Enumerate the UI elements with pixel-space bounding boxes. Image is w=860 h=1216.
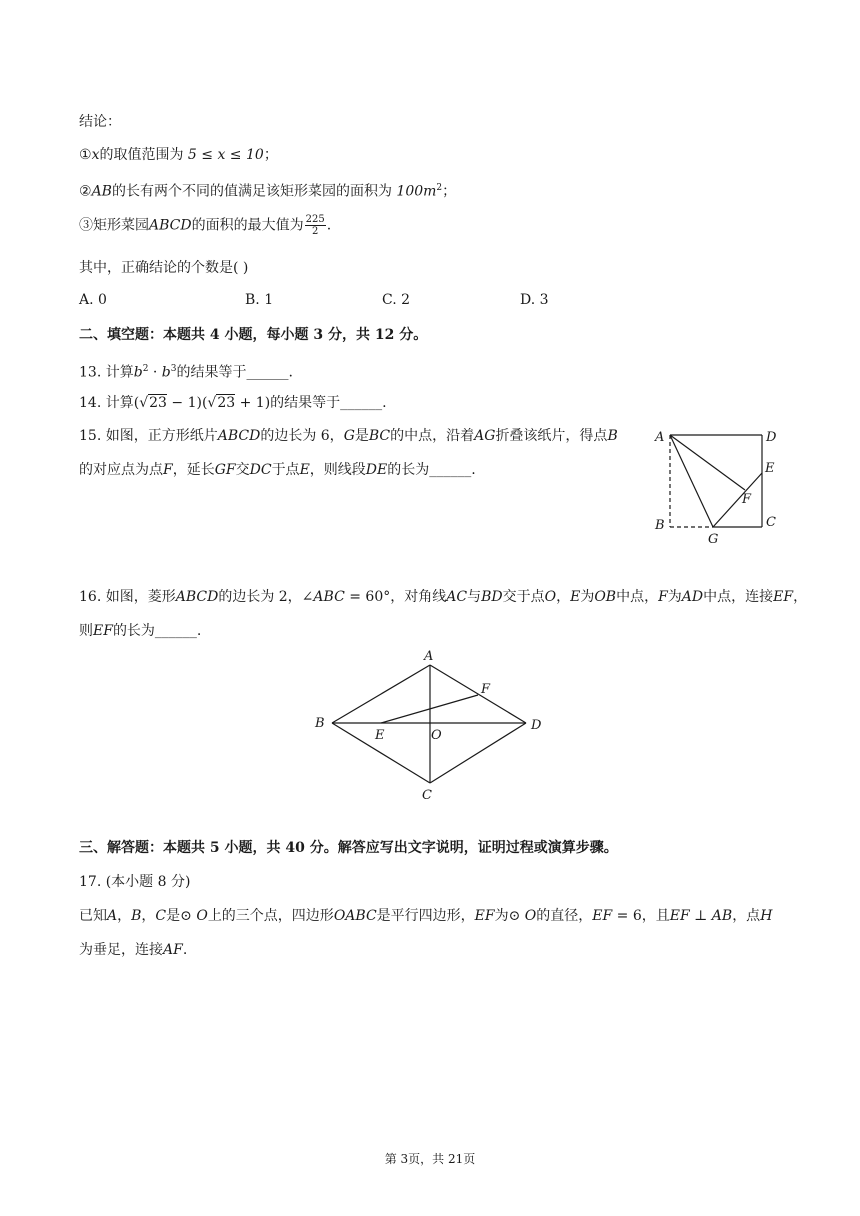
question-17-line-1 bbox=[79, 906, 772, 926]
q16-t: ， bbox=[556, 589, 571, 605]
s2-end: 分。 bbox=[394, 327, 428, 343]
q14-mid2: + 1) bbox=[235, 395, 271, 411]
q13-exp1: 2 bbox=[142, 364, 149, 374]
page-footer: 第 3页，共 21页 bbox=[384, 1152, 476, 1166]
question-17-line-2 bbox=[79, 940, 187, 960]
q17-v: AB bbox=[711, 908, 733, 924]
q16-figure bbox=[310, 646, 550, 806]
conclusion-3 bbox=[79, 214, 331, 237]
q16-t: 的边长为 2，∠ bbox=[218, 589, 314, 605]
q15-label-g: G bbox=[708, 532, 719, 547]
q17-t: . bbox=[182, 942, 188, 958]
q17-v: O bbox=[196, 908, 208, 924]
c3-text1: 矩形菜园 bbox=[93, 217, 149, 234]
q16-t: 的长为______. bbox=[112, 623, 202, 639]
q16-v: EF bbox=[93, 623, 113, 639]
q16-label-d: D bbox=[531, 718, 542, 733]
q16-t: 与 bbox=[467, 589, 482, 605]
q15-t: 的中点，沿着 bbox=[390, 428, 475, 444]
q15-v: BC bbox=[368, 428, 391, 444]
q16-label-c: C bbox=[422, 788, 432, 803]
q13-post: 的结果等于______. bbox=[176, 364, 293, 381]
q17-t: = 6，且 bbox=[612, 908, 670, 924]
q15-segment-ag bbox=[670, 435, 713, 527]
q17-t: 的直径， bbox=[536, 908, 593, 924]
q17-v: H bbox=[760, 908, 773, 924]
q15-v: E bbox=[299, 462, 310, 478]
q15-label-b: B bbox=[655, 518, 665, 533]
q17-t: ，点 bbox=[732, 908, 761, 924]
q17-t: ⊥ bbox=[689, 908, 712, 924]
option-b: B. 1 bbox=[245, 292, 274, 308]
q17-t: ， bbox=[141, 908, 156, 924]
q14-post: 的结果等于______. bbox=[270, 395, 387, 411]
q16-segment-ad bbox=[430, 665, 526, 723]
question-15-line-1 bbox=[79, 426, 618, 446]
c2-end: ； bbox=[442, 183, 457, 200]
q15-label-d: D bbox=[766, 430, 777, 445]
q17-v: EF bbox=[592, 908, 613, 924]
q16-segment-ba bbox=[332, 665, 430, 723]
c3-fraction bbox=[305, 214, 326, 237]
question-13 bbox=[79, 359, 293, 383]
q17-v: AF bbox=[163, 942, 183, 958]
question-16-line-1 bbox=[79, 587, 807, 607]
q17-t: 为垂足，连接 bbox=[79, 942, 163, 958]
q15-label-e: E bbox=[765, 461, 775, 476]
c2-val: 100m bbox=[396, 183, 437, 200]
s3-end: 分。解答应写出文字说明，证明过程或演算步骤。 bbox=[304, 840, 618, 856]
q16-t: 为 bbox=[667, 589, 682, 605]
c3-end: . bbox=[326, 217, 332, 234]
q13-b1: b bbox=[133, 364, 143, 381]
q15-t: ，延长 bbox=[172, 462, 215, 478]
s2-s: 3 bbox=[313, 327, 324, 343]
q15-t: ，则线段 bbox=[309, 462, 366, 478]
c1-end: ； bbox=[263, 147, 278, 163]
q15-v: B bbox=[607, 428, 618, 444]
q15-t: 折叠该纸片，得点 bbox=[495, 428, 608, 444]
q14-mid: − 1)( bbox=[166, 395, 208, 411]
option-d: D. 3 bbox=[520, 292, 549, 308]
c1-var: x bbox=[91, 147, 100, 163]
q17-t: 已知 bbox=[79, 908, 107, 924]
q17-t: 上的三个点，四边形 bbox=[207, 908, 334, 924]
s3-n: 5 bbox=[209, 840, 220, 856]
s2-mid2: 分，共 bbox=[323, 327, 375, 343]
c2-sup: 2 bbox=[436, 183, 443, 193]
option-c: C. 2 bbox=[382, 292, 411, 308]
q15-t: 是 bbox=[354, 428, 369, 444]
question-14: 14. 计算(√23 − 1)(√23 + 1)的结果等于______. bbox=[79, 395, 387, 411]
q17-t: 是平行四边形， bbox=[376, 908, 475, 924]
s3-mid: 小题，共 bbox=[219, 840, 286, 856]
q15-label-c: C bbox=[766, 515, 776, 530]
c3-num: 225 bbox=[305, 214, 325, 225]
q16-v: F bbox=[658, 589, 668, 605]
q16-label-b: B bbox=[315, 716, 325, 731]
q15-label-f: F bbox=[742, 492, 752, 507]
q16-v: ABCD bbox=[175, 589, 219, 605]
q15-label-a: A bbox=[655, 430, 665, 445]
q15-segment-af bbox=[670, 435, 745, 490]
q15-segment-ge bbox=[713, 473, 762, 527]
question-ask: 其中，正确结论的个数是( ) bbox=[79, 260, 249, 276]
q17-v: B bbox=[131, 908, 142, 924]
q13-dot: · bbox=[148, 364, 162, 381]
q16-v: O bbox=[544, 589, 557, 605]
q16-t: = 60°，对角线 bbox=[344, 589, 447, 605]
q17-v: C bbox=[155, 908, 167, 924]
q16-t: 中点， bbox=[616, 589, 659, 605]
q17-v: O bbox=[524, 908, 537, 924]
q16-v: EF bbox=[773, 589, 794, 605]
c1-ineq: 5 ≤ x ≤ 10 bbox=[187, 147, 264, 163]
q15-v: F bbox=[163, 462, 173, 478]
q17-v: OABC bbox=[333, 908, 377, 924]
q14-radicand-2: 23 bbox=[217, 395, 236, 411]
q16-v: E bbox=[570, 589, 581, 605]
q16-label-a: A bbox=[424, 649, 434, 664]
question-16-line-2 bbox=[79, 621, 201, 641]
q16-label-f: F bbox=[481, 682, 491, 697]
s3-pre: 三、解答题：本题共 bbox=[79, 840, 210, 856]
q17-v: EF bbox=[669, 908, 690, 924]
c3-mark: ③ bbox=[79, 217, 93, 234]
s2-pre: 二、填空题：本题共 bbox=[79, 327, 210, 343]
q15-v: DE bbox=[365, 462, 388, 478]
c1-text: 的取值范围为 bbox=[99, 147, 184, 163]
q16-t: 为 bbox=[580, 589, 595, 605]
s2-mid1: 小题，每小题 bbox=[219, 327, 314, 343]
q15-v: G bbox=[343, 428, 355, 444]
q16-v: OB bbox=[594, 589, 617, 605]
section-3-heading bbox=[79, 838, 618, 858]
q15-figure bbox=[645, 425, 785, 550]
q17-v: A bbox=[107, 908, 118, 924]
q15-t: 于点 bbox=[271, 462, 300, 478]
q15-t: 的边长为 6， bbox=[260, 428, 344, 444]
q16-segment-dc bbox=[430, 723, 526, 783]
q14-pre: 14. 计算( bbox=[79, 395, 140, 411]
q15-v: DC bbox=[249, 462, 272, 478]
c3-text2: 的面积的最大值为 bbox=[191, 217, 304, 234]
q16-t: ， bbox=[793, 589, 808, 605]
q15-t: 的对应点为点 bbox=[79, 462, 163, 478]
question-17-heading: 17. (本小题 8 分) bbox=[79, 874, 191, 890]
q13-exp2: 3 bbox=[170, 364, 177, 374]
q14-radicand-1: 23 bbox=[149, 395, 167, 411]
c1-mark: ① bbox=[79, 147, 92, 163]
s3-t: 40 bbox=[285, 840, 305, 856]
q16-v: AC bbox=[446, 589, 468, 605]
c2-text: 的长有两个不同的值满足该矩形菜园的面积为 bbox=[111, 183, 392, 200]
conclusion-heading: 结论： bbox=[79, 114, 121, 130]
q16-t: 16. 如图，菱形 bbox=[79, 589, 176, 605]
q16-v: AD bbox=[681, 589, 704, 605]
q15-v: GF bbox=[214, 462, 236, 478]
q13-pre: 13. 计算 bbox=[79, 364, 134, 381]
s2-t: 12 bbox=[374, 327, 395, 343]
q16-t: 则 bbox=[79, 623, 93, 639]
q15-v: AG bbox=[474, 428, 496, 444]
q16-v: BD bbox=[481, 589, 503, 605]
q17-t: ， bbox=[117, 908, 132, 924]
c2-mark: ② bbox=[79, 183, 92, 200]
q15-v: ABCD bbox=[217, 428, 261, 444]
option-a: A. 0 bbox=[79, 292, 107, 308]
c2-var: AB bbox=[91, 183, 112, 200]
q15-t: 的长为______. bbox=[387, 462, 476, 478]
c3-var: ABCD bbox=[149, 217, 192, 234]
q17-t: 为⊙ bbox=[494, 908, 525, 924]
q17-t: 是⊙ bbox=[166, 908, 197, 924]
q16-label-e: E bbox=[375, 728, 385, 743]
q15-t: 15. 如图，正方形纸片 bbox=[79, 428, 218, 444]
conclusion-1 bbox=[79, 145, 278, 165]
q13-b2: b bbox=[161, 364, 171, 381]
section-2-heading bbox=[79, 325, 427, 345]
q16-t: 中点，连接 bbox=[703, 589, 774, 605]
q16-label-o: O bbox=[431, 728, 442, 743]
q16-t: 交于点 bbox=[502, 589, 545, 605]
conclusion-2 bbox=[79, 178, 456, 202]
q17-v: EF bbox=[474, 908, 495, 924]
question-15-line-2 bbox=[79, 460, 476, 480]
c3-den: 2 bbox=[311, 226, 319, 237]
q15-t: 交 bbox=[235, 462, 250, 478]
q16-v: ABC bbox=[313, 589, 345, 605]
s2-n: 4 bbox=[209, 327, 220, 343]
